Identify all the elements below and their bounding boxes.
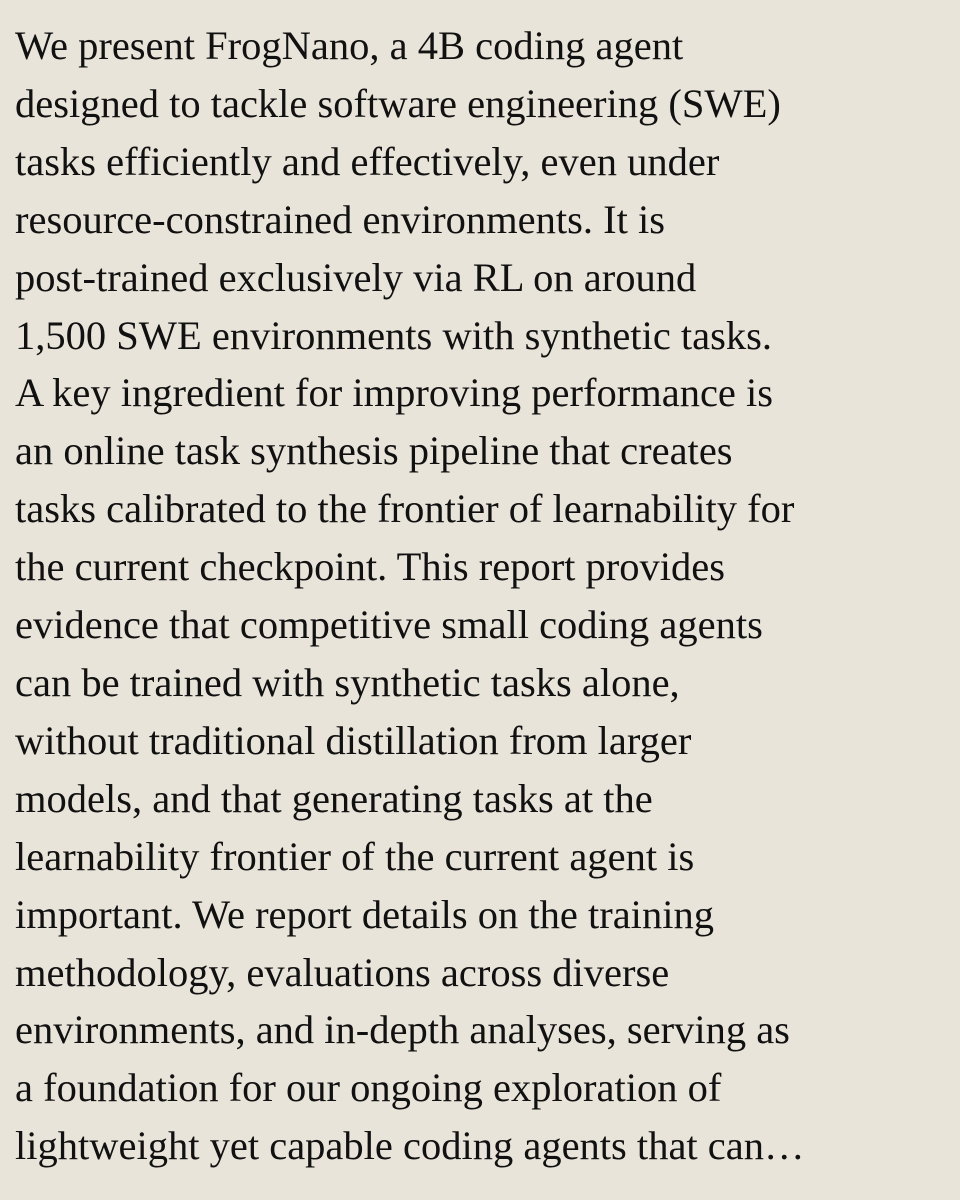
abstract-line: We present FrogNano, a 4B coding agent bbox=[15, 23, 684, 68]
abstract-line: tasks efficiently and effectively, even under bbox=[15, 138, 720, 184]
abstract-line: can be trained with synthetic tasks alone, bbox=[15, 659, 680, 705]
abstract-line: learnability frontier of the current agent is bbox=[15, 833, 695, 879]
abstract-line: post-trained exclusively via RL on around bbox=[15, 254, 697, 300]
abstract-line: methodology, evaluations across diverse bbox=[15, 949, 670, 995]
abstract-line: a foundation for our ongoing exploration of bbox=[15, 1065, 722, 1111]
abstract-line: environments, and in-depth analyses, serving as bbox=[15, 1007, 790, 1053]
abstract-line: 1,500 SWE environments with synthetic tasks. bbox=[15, 312, 773, 358]
abstract-line: A key ingredient for improving performance is bbox=[15, 370, 774, 416]
abstract-line: the current checkpoint. This report provides bbox=[15, 544, 726, 590]
abstract-line: resource-constrained environments. It is bbox=[15, 196, 666, 242]
abstract-line: tasks calibrated to the frontier of learnability for bbox=[15, 486, 795, 532]
abstract-line-truncated: lightweight yet capable coding agents that can… bbox=[15, 1123, 805, 1169]
abstract-line: models, and that generating tasks at the bbox=[15, 775, 653, 821]
abstract-line: an online task synthesis pipeline that creates bbox=[15, 428, 733, 474]
abstract-line: designed to tackle software engineering (SWE) bbox=[15, 80, 781, 126]
abstract-line: important. We report details on the training bbox=[15, 891, 714, 937]
abstract-line: without traditional distillation from larger bbox=[15, 717, 692, 763]
abstract-line: evidence that competitive small coding agents bbox=[15, 602, 763, 648]
